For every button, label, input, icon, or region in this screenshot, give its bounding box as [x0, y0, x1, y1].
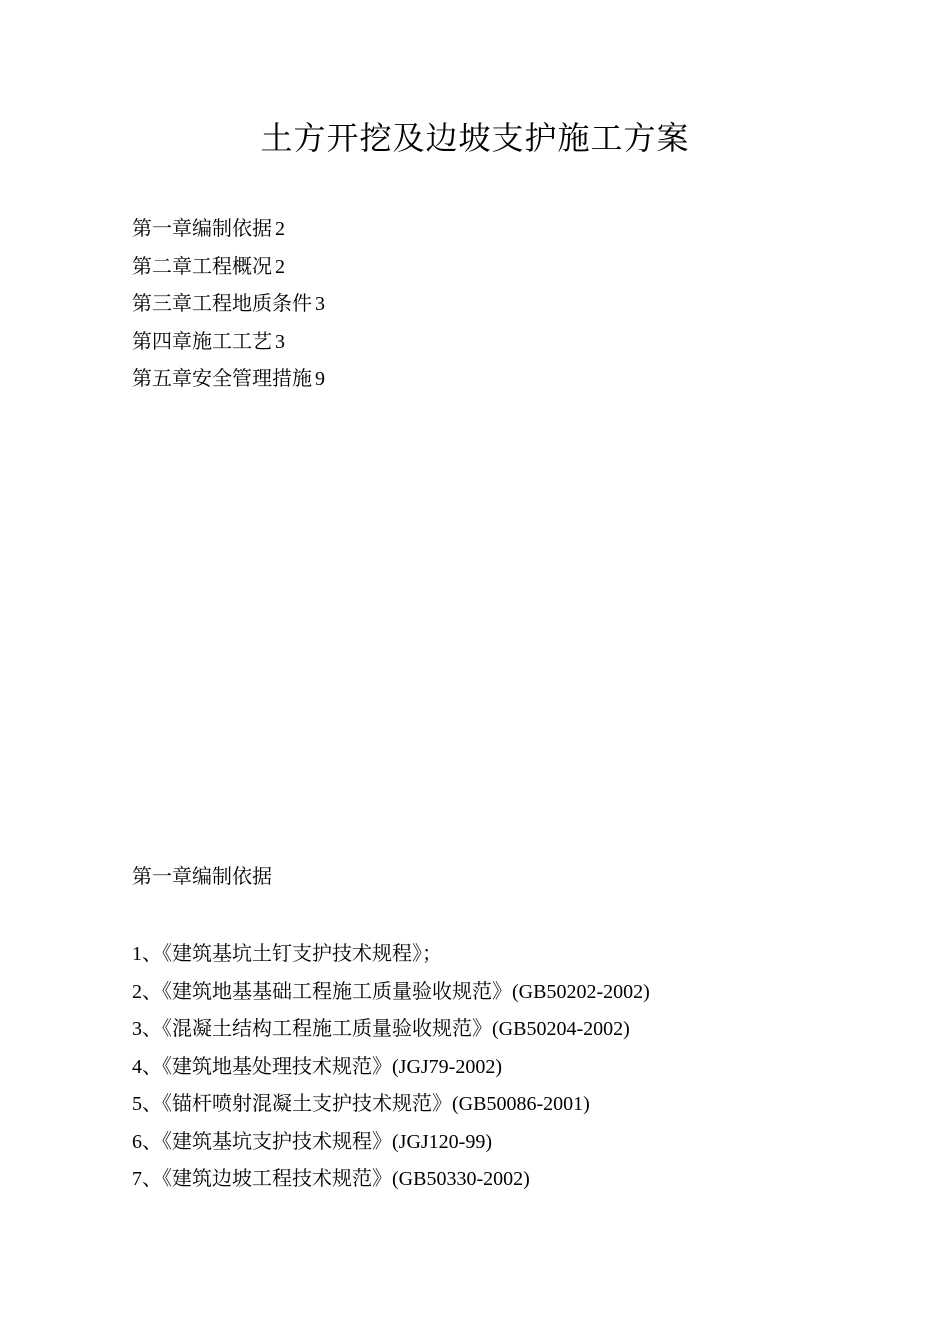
- reference-item: [132, 1160, 650, 1198]
- reference-title: 《混凝土结构工程施工质量验收规范》: [162, 1016, 492, 1040]
- reference-index: 6、: [132, 1130, 162, 1153]
- toc-item[interactable]: [132, 323, 325, 361]
- toc-item-label: 第三章工程地质条件: [132, 291, 312, 315]
- reference-list: [132, 935, 650, 1198]
- reference-index: 1、: [132, 943, 162, 965]
- reference-title: 《建筑地基处理技术规范》: [162, 1053, 392, 1078]
- toc-item-page: 9: [315, 368, 325, 390]
- reference-item: [132, 1085, 650, 1123]
- toc-item-label: 第五章安全管理措施: [132, 366, 312, 390]
- document-title: 土方开挖及边坡支护施工方案: [260, 119, 690, 157]
- reference-index: 3、: [132, 1018, 162, 1040]
- reference-item: [132, 1123, 650, 1161]
- reference-title: 《建筑地基基础工程施工质量验收规范》: [162, 978, 512, 1003]
- toc-item-page: 3: [315, 293, 325, 315]
- reference-code: (GB50330-2002): [392, 1168, 530, 1190]
- reference-index: 2、: [132, 980, 162, 1003]
- reference-code: (JGJ120-99): [392, 1130, 492, 1153]
- toc-item-page: 2: [275, 255, 285, 278]
- reference-index: 7、: [132, 1168, 162, 1190]
- toc-item[interactable]: [132, 210, 325, 248]
- reference-code: (JGJ79-2002): [392, 1055, 502, 1078]
- table-of-contents: [132, 210, 325, 398]
- toc-item-label: 第四章施工工艺: [132, 328, 272, 353]
- toc-item[interactable]: [132, 360, 325, 398]
- reference-title: 《锚杆喷射混凝土支护技术规范》: [162, 1091, 452, 1115]
- reference-item: [132, 935, 650, 973]
- reference-code: (GB50086-2001): [452, 1093, 590, 1115]
- chapter-heading: 第一章编制依据: [132, 864, 272, 888]
- reference-code: (GB50202-2002): [512, 980, 650, 1003]
- toc-item-label: 第一章编制依据: [132, 216, 272, 240]
- toc-item-label: 第二章工程概况: [132, 253, 272, 278]
- reference-code: (GB50204-2002): [492, 1018, 630, 1040]
- reference-title: 《建筑边坡工程技术规范》: [162, 1166, 392, 1190]
- reference-index: 5、: [132, 1093, 162, 1115]
- reference-title: 《建筑基坑土钉支护技术规程》；: [162, 941, 442, 965]
- toc-item[interactable]: [132, 248, 325, 286]
- reference-item: [132, 1048, 650, 1086]
- reference-item: [132, 1010, 650, 1048]
- toc-item-page: 3: [275, 330, 285, 353]
- reference-item: [132, 973, 650, 1011]
- toc-item-page: 2: [275, 218, 285, 240]
- toc-item[interactable]: [132, 285, 325, 323]
- reference-title: 《建筑基坑支护技术规程》: [162, 1128, 392, 1153]
- reference-index: 4、: [132, 1055, 162, 1078]
